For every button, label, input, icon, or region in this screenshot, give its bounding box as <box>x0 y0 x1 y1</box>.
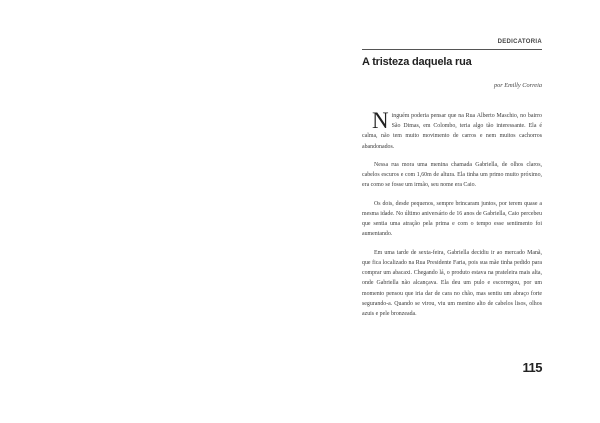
paragraph-3: Os dois, desde pequenos, sempre brincaram juntos, por terem quase a mesma idade. No último aniversário de 16 anos de Gabriella, Caio percebeu que sentia uma atração pela prima e com o tempo esse sentimento foi aumentando. <box>362 200 542 238</box>
paragraph-1-text: inguém poderia pensar que na Rua Alberto Maschio, no bairro São Dimas, em Colombo, teria algo tão interessante. Ela é calma, não tem muito movimento de carros e nem muitos cachorros abandonados. <box>362 113 542 150</box>
paragraph-4: Em uma tarde de sexta-feira, Gabriella decidiu ir ao mercado Manã, que fica localizado na Rua Presidente Faria, pois sua mãe tinha pedido para comprar um abacaxi. Chegando lá, o produto estava na prateleira mais alta, onde Gabriella não alcançava. Ela deu um pulo e escorregou, por um momento pensou que iria dar de cara no chão, mas sentiu um abraço forte segurando-a. Quando se virou, viu um menino alto de cabelos lisos, olhos azuis e pele bronzeada. <box>362 249 542 318</box>
chapter-title: A tristeza daquela rua <box>362 56 472 68</box>
page-number: 115 <box>522 360 542 375</box>
running-header: DEDICATORIA <box>497 39 542 45</box>
author-byline: por Emilly Correia <box>493 82 542 89</box>
story-body <box>362 108 542 327</box>
paragraph-2: Nessa rua mora uma menina chamada Gabriella, de olhos claros, cabelos escuros e com 1,60m de altura. Ela tinha um primo muito próximo, era como se fosse um irmão, seu nome era Caio. <box>362 162 542 189</box>
header-divider <box>362 49 542 50</box>
drop-cap: N <box>372 108 389 133</box>
paragraph-1 <box>362 108 542 152</box>
